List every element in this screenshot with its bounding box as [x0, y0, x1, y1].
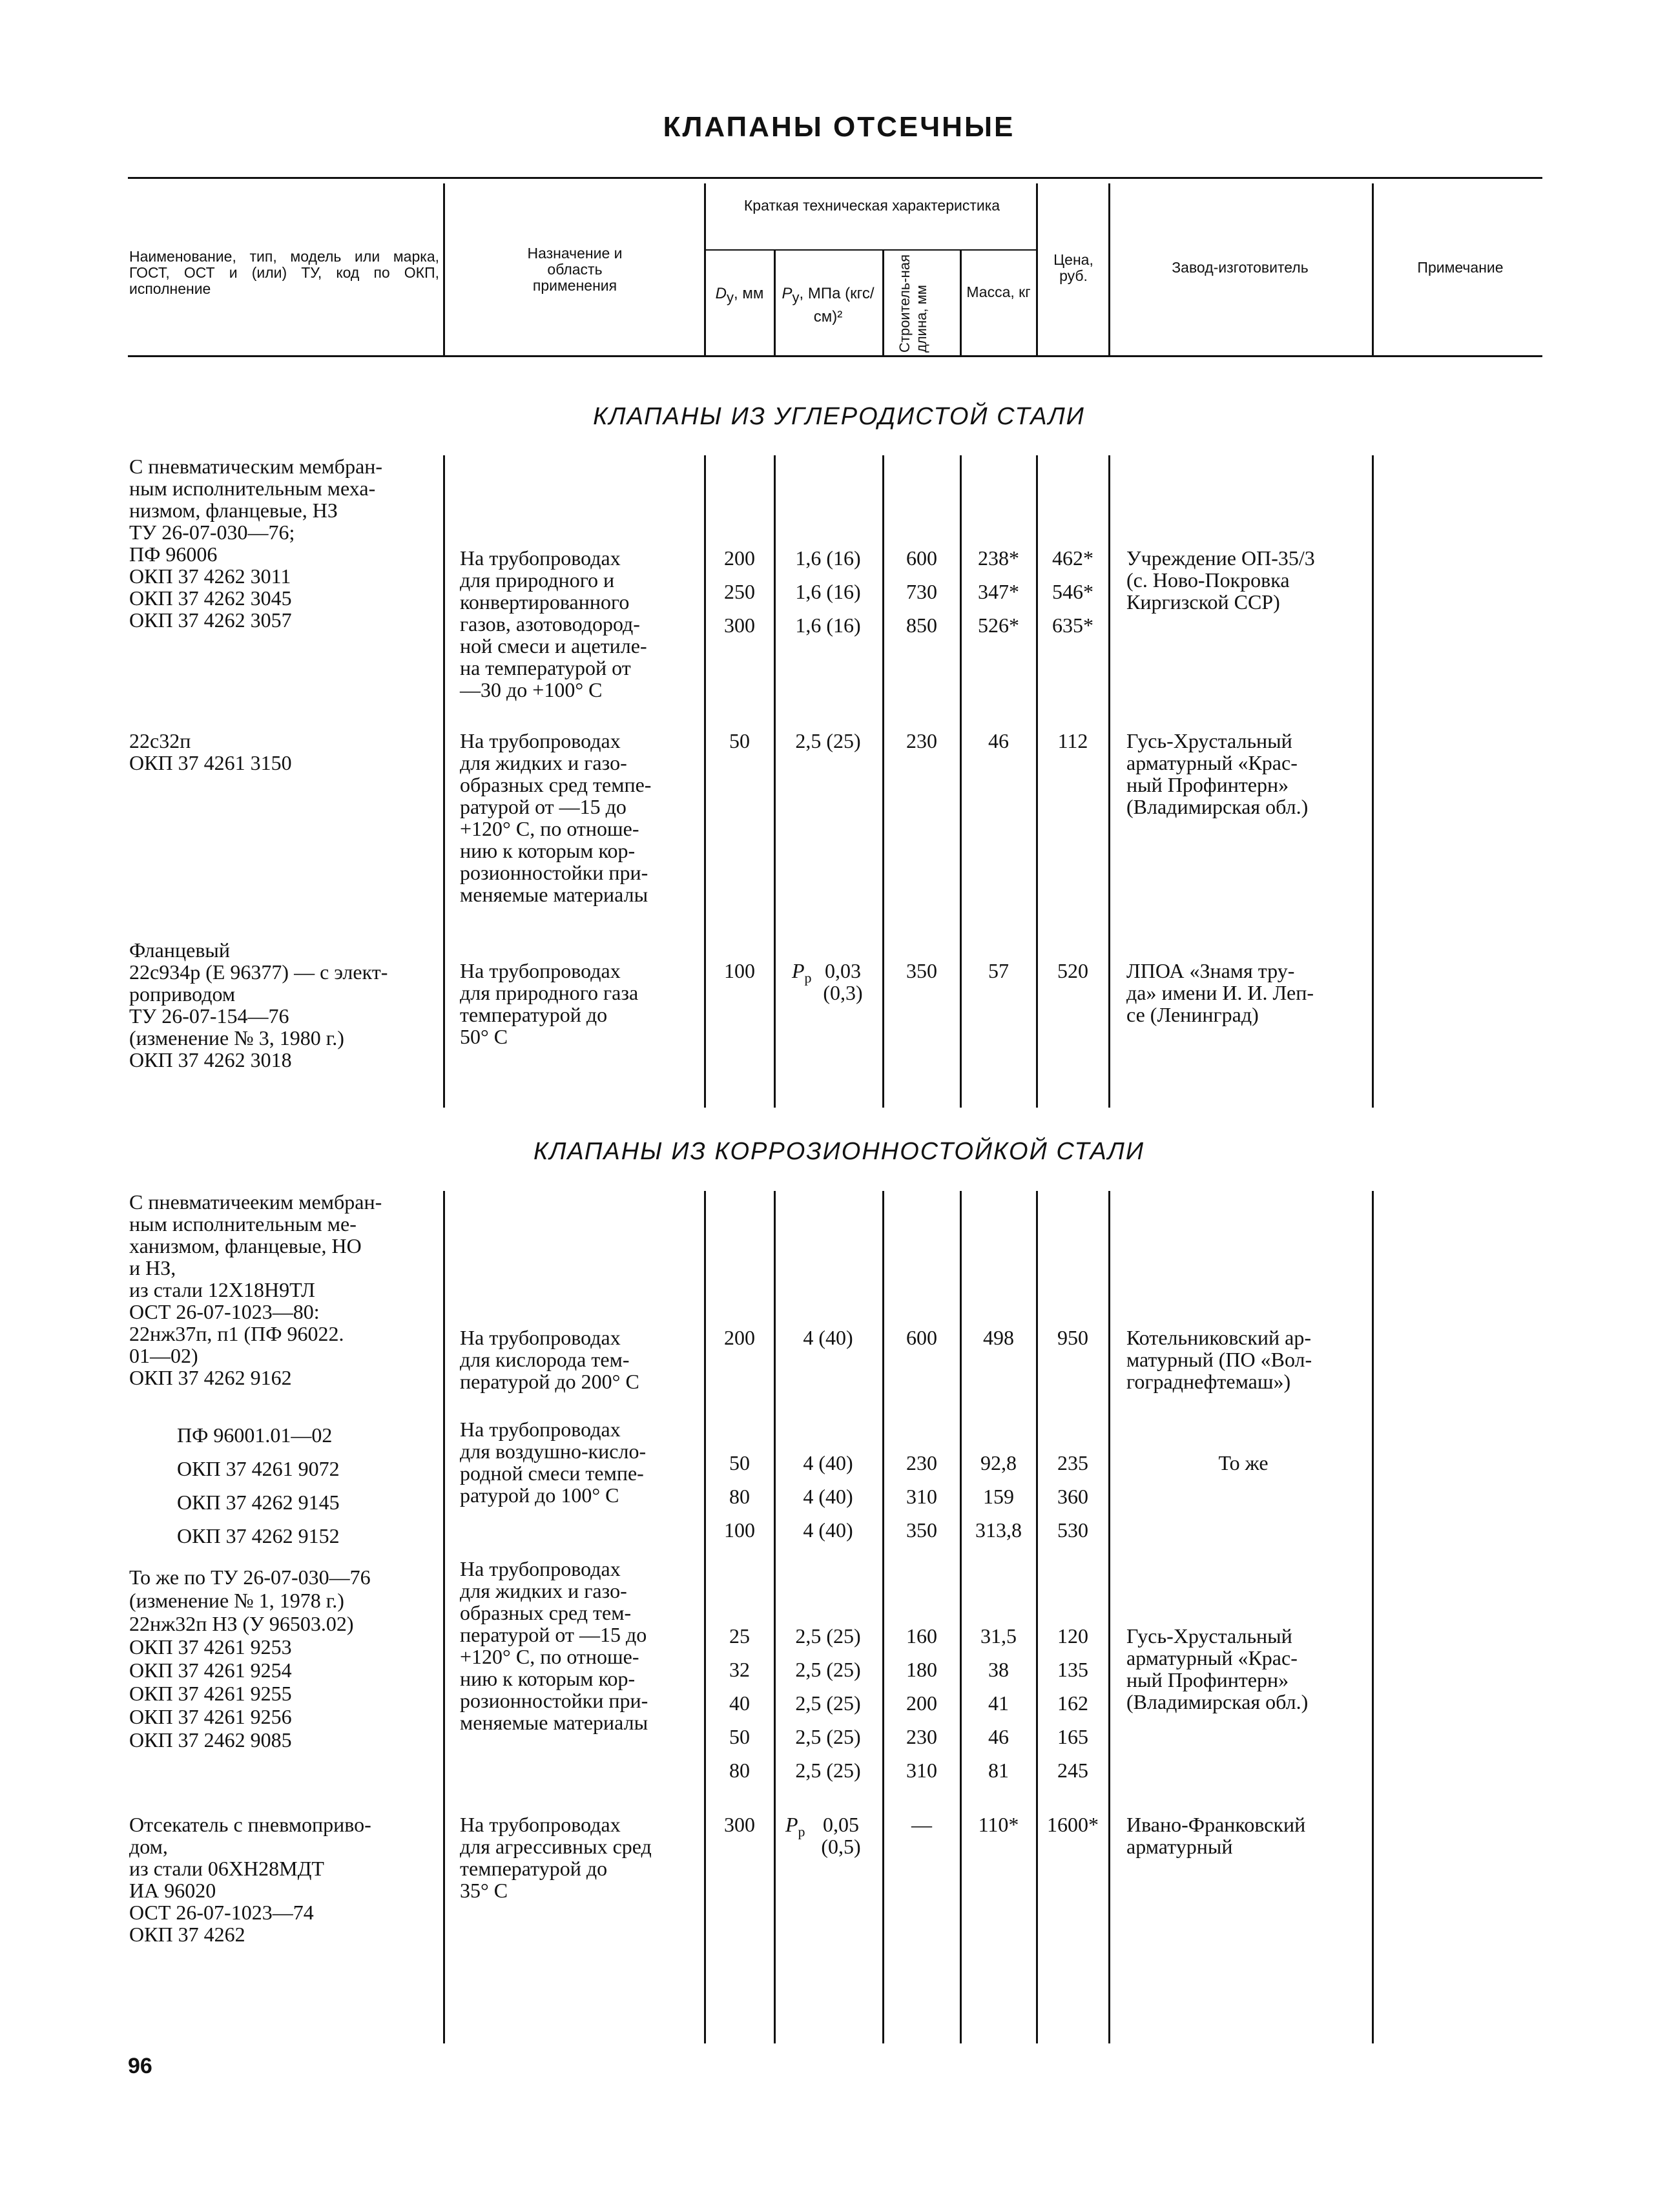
cell-dy: 200 [724, 546, 755, 570]
cell-py: 4 (40) [803, 1518, 853, 1542]
cell-dy: 25 [729, 1624, 750, 1648]
cell-price: 635* [1052, 614, 1093, 637]
cell-dy: 32 [729, 1658, 750, 1681]
item-purpose: На трубопроводах для природного газа температурой до 50° С [460, 959, 639, 1048]
cell-mass: 313,8 [975, 1518, 1022, 1542]
cell-dy: 50 [729, 729, 750, 752]
header-mass: Масса, кг [966, 284, 1031, 300]
cell-length: 230 [906, 729, 937, 752]
cell-price: 520 [1057, 959, 1088, 982]
header-dy-unit: , мм [734, 285, 764, 302]
header-py-sub: у [792, 289, 800, 305]
cell-py: 4 (40) [803, 1326, 853, 1349]
cell-price: 120 [1057, 1624, 1088, 1648]
header-py [778, 284, 878, 327]
cell-mass: 46 [988, 1725, 1009, 1748]
cell-mass: 526* [978, 614, 1019, 637]
cell-length: 600 [906, 546, 937, 570]
cell-mass: 57 [988, 959, 1009, 982]
cell-length: 350 [906, 959, 937, 982]
cell-py-prefix-symbol: P [792, 959, 805, 982]
cell-length: 850 [906, 614, 937, 637]
header-py-unit: , МПа (кгс/см)² [799, 285, 875, 326]
item-maker: Гусь-Хрустальный арматурный «Крас- ный Профинтерн» (Владимирская обл.) [1126, 729, 1309, 818]
column-divider [1036, 455, 1038, 1108]
cell-length: 230 [906, 1725, 937, 1748]
cell-py-prefix-sub: р [798, 1823, 805, 1840]
header-length: Строитель-ная длина, мм [896, 254, 929, 353]
item-purpose: На трубопроводах для жидких и газо- образных сред тем- пературой от —15 до +120° С, по отноше- нию к которым кор- розионностойки при- меняемые материалы [460, 1557, 648, 1734]
item-purpose: На трубопроводах для природного и конвертированного газов, азотоводород- ной смеси и ацетиле- на температурой от —30 до +100° С [460, 546, 647, 701]
column-divider [882, 1191, 884, 2043]
cell-price: 162 [1057, 1691, 1088, 1715]
cell-py: 1,6 (16) [795, 614, 861, 637]
cell-price: 530 [1057, 1518, 1088, 1542]
cell-py-prefix [785, 1814, 805, 1843]
item-purpose: На трубопроводах для жидких и газо- образных сред темпе- ратурой от —15 до +120° С, по отноше- нию к которым кор- розионностойки при- меняемые материалы [460, 729, 652, 906]
cell-length: 350 [906, 1518, 937, 1542]
cell-mass: 347* [978, 580, 1019, 603]
header-note: Примечание [1417, 259, 1504, 276]
cell-dy: 300 [724, 614, 755, 637]
cell-price: 245 [1057, 1759, 1088, 1782]
column-divider [774, 1191, 776, 2043]
item-maker: Ивано-Франковский арматурный [1126, 1813, 1306, 1858]
header-divider [704, 183, 706, 355]
cell-mass: 31,5 [980, 1624, 1017, 1648]
header-divider [1372, 183, 1374, 355]
item-purpose: На трубопроводах для воздушно-кисло- родной смеси темпе- ратурой до 100° С [460, 1418, 647, 1507]
cell-py: 1,6 (16) [795, 580, 861, 603]
cell-dy: 250 [724, 580, 755, 603]
cell-py: 2,5 (25) [795, 1658, 861, 1681]
header-divider [960, 251, 962, 355]
item-purpose: На трубопроводах для кислорода тем- пературой до 200° С [460, 1326, 639, 1393]
header-bottom-rule [128, 355, 1542, 357]
header-maker: Завод-изготовитель [1172, 259, 1309, 276]
page-number: 96 [128, 2054, 152, 2078]
column-divider [443, 455, 445, 1108]
page-title: КЛАПАНЫ ОТСЕЧНЫЕ [663, 111, 1015, 143]
header-dy-sub: у [727, 289, 734, 305]
item-name: 22с32п ОКП 37 4261 3150 [129, 729, 292, 774]
column-divider [774, 455, 776, 1108]
cell-length: 230 [906, 1451, 937, 1474]
cell-py-prefix-sub: р [804, 969, 812, 986]
item-maker: Гусь-Хрустальный арматурный «Крас- ный Профинтерн» (Владимирская обл.) [1126, 1624, 1309, 1713]
cell-py: 0,05 (0,5) [821, 1813, 861, 1858]
item-name: С пневматическим мембран- ным исполнительным меха- низмом, фланцевые, НЗ ТУ 26-07-030—76; ПФ 96006 ОКП 37 4262 3011 ОКП 37 4262 3045 ОКП 37 4262 3057 [129, 455, 383, 632]
header-divider [882, 251, 884, 355]
header-divider [1108, 183, 1110, 355]
cell-price: 1600* [1047, 1813, 1099, 1836]
header-divider [443, 183, 445, 355]
column-divider [443, 1191, 445, 2043]
cell-dy: 300 [724, 1813, 755, 1836]
cell-py: 2,5 (25) [795, 1759, 861, 1782]
header-top-rule [128, 177, 1542, 179]
header-dy-symbol: D [715, 285, 727, 302]
cell-price: 950 [1057, 1326, 1088, 1349]
cell-length: 310 [906, 1485, 937, 1508]
cell-dy: 80 [729, 1759, 750, 1782]
cell-mass: 46 [988, 729, 1009, 752]
section-title-stainless: КЛАПАНЫ ИЗ КОРРОЗИОННОСТОЙКОЙ СТАЛИ [533, 1138, 1145, 1165]
header-divider [1036, 183, 1038, 355]
cell-mass: 81 [988, 1759, 1009, 1782]
cell-dy: 100 [724, 959, 755, 982]
cell-length: 160 [906, 1624, 937, 1648]
header-dy [707, 284, 772, 307]
cell-dy: 100 [724, 1518, 755, 1542]
column-divider [1108, 455, 1110, 1108]
cell-dy: 50 [729, 1451, 750, 1474]
cell-price: 462* [1052, 546, 1093, 570]
item-maker: Котельниковский ар- матурный (ПО «Вол- гограднефтемаш») [1126, 1326, 1312, 1393]
cell-mass: 38 [988, 1658, 1009, 1681]
cell-price: 235 [1057, 1451, 1088, 1474]
cell-py: 2,5 (25) [795, 1691, 861, 1715]
cell-dy: 80 [729, 1485, 750, 1508]
cell-py: 2,5 (25) [795, 1624, 861, 1648]
cell-dy: 50 [729, 1725, 750, 1748]
cell-length: 310 [906, 1759, 937, 1782]
header-name: Наименование, тип, модель или марка, ГОСТ, ОСТ и (или) ТУ, код по ОКП, исполнение [129, 248, 439, 297]
header-py-symbol: P [782, 285, 792, 302]
column-divider [960, 1191, 962, 2043]
cell-py: 0,03 (0,3) [823, 959, 863, 1004]
cell-mass: 159 [983, 1485, 1014, 1508]
item-maker: То же [1218, 1451, 1269, 1474]
cell-price: 165 [1057, 1725, 1088, 1748]
item-name: Отсекатель с пневмоприво- дом, из стали 06ХН28МДТ ИА 96020 ОСТ 26-07-1023—74 ОКП 37 4262 [129, 1813, 371, 1946]
column-divider [1036, 1191, 1038, 2043]
cell-mass: 41 [988, 1691, 1009, 1715]
cell-length: 200 [906, 1691, 937, 1715]
cell-mass: 92,8 [980, 1451, 1017, 1474]
column-divider [1108, 1191, 1110, 2043]
cell-length: 600 [906, 1326, 937, 1349]
cell-length: 730 [906, 580, 937, 603]
item-maker: ЛПОА «Знамя тру- да» имени И. И. Леп- се (Ленинград) [1126, 959, 1314, 1026]
cell-price: 112 [1057, 729, 1088, 752]
column-divider [1372, 1191, 1374, 2043]
column-divider [704, 455, 706, 1108]
cell-dy: 40 [729, 1691, 750, 1715]
header-tech-rule [705, 249, 1036, 251]
cell-py: 2,5 (25) [795, 1725, 861, 1748]
column-divider [882, 455, 884, 1108]
item-maker: Учреждение ОП-35/3 (с. Ново-Покровка Киргизской ССР) [1126, 546, 1315, 614]
cell-length: 180 [906, 1658, 937, 1681]
section-title-carbon: КЛАПАНЫ ИЗ УГЛЕРОДИСТОЙ СТАЛИ [593, 403, 1085, 430]
cell-py-prefix [792, 960, 812, 989]
cell-py: 1,6 (16) [795, 546, 861, 570]
header-divider [774, 251, 776, 355]
column-divider [704, 1191, 706, 2043]
item-name: Фланцевый 22с934р (Е 96377) — с элект- роприводом ТУ 26-07-154—76 (изменение № 3, 1980 г.) ОКП 37 4262 3018 [129, 938, 388, 1071]
column-divider [1372, 455, 1374, 1108]
header-tech: Краткая техническая характеристика [743, 197, 1000, 214]
cell-length: — [911, 1813, 932, 1836]
item-name: ПФ 96001.01—02 ОКП 37 4261 9072 ОКП 37 4262 9145 ОКП 37 4262 9152 [177, 1423, 340, 1547]
cell-mass: 498 [983, 1326, 1014, 1349]
cell-mass: 110* [978, 1813, 1019, 1836]
column-divider [960, 455, 962, 1108]
cell-py-prefix-symbol: P [785, 1813, 798, 1836]
cell-price: 360 [1057, 1485, 1088, 1508]
header-price: Цена, руб. [1053, 251, 1093, 284]
cell-price: 546* [1052, 580, 1093, 603]
cell-dy: 200 [724, 1326, 755, 1349]
item-name: То же по ТУ 26-07-030—76 (изменение № 1, 1978 г.) 22нж32п НЗ (У 96503.02) ОКП 37 4261 9253 ОКП 37 4261 9254 ОКП 37 4261 9255 ОКП 37 4261 9256 ОКП 37 2462 9085 [129, 1566, 371, 1752]
cell-py: 4 (40) [803, 1451, 853, 1474]
cell-py: 2,5 (25) [795, 729, 861, 752]
item-name: С пневматичееким мембран- ным исполнительным ме- ханизмом, фланцевые, НО и НЗ, из стали 12Х18Н9ТЛ ОСТ 26-07-1023—80: 22нж37п, п1 (ПФ 96022. 01—02) ОКП 37 4262 9162 [129, 1190, 382, 1389]
header-purpose: Назначение и область применения [527, 245, 623, 294]
cell-mass: 238* [978, 546, 1019, 570]
item-purpose: На трубопроводах для агрессивных сред температурой до 35° С [460, 1813, 652, 1902]
cell-price: 135 [1057, 1658, 1088, 1681]
cell-py: 4 (40) [803, 1485, 853, 1508]
